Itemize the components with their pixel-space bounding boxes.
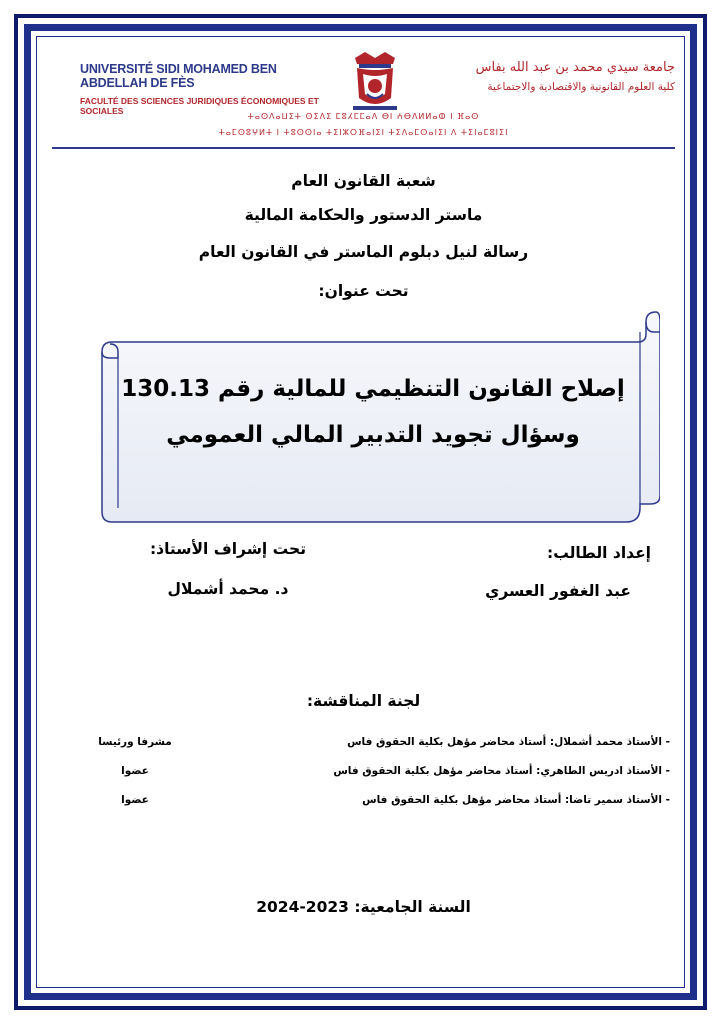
- tifinagh-line-2: ⵜⴰⵎⵙⵓⵖⵍⵜ ⵏ ⵜⵓⵙⵙⵏⴰ ⵜⵉⵏⵣⵔⴼⴰⵏⵉⵏ ⵜⵉⴷⴰⵎⵙⴰⵏⵉⵏ ⴷ ⵜⵉⵏⴰⵎⵓⵏⵉⵏ: [218, 128, 509, 137]
- thesis-line: رسالة لنيل دبلوم الماستر في القانون العام: [198, 243, 529, 261]
- master-line: ماستر الدستور والحكامة المالية: [244, 206, 483, 224]
- tifinagh-line-1: ⵜⴰⵙⴷⴰⵡⵉⵜ ⵙⵉⴷⵉ ⵎⵓⵃⵎⵎⴰⴷ ⴱⵏ ⵄⴱⴷⵍⵍⴰⵀ ⵏ ⴼⴰⵙ: [247, 112, 480, 121]
- jury-member-desc: - الأستاذ سمير تاضا: أستاذ محاضر مؤهل بكلية الحقوق فاس: [362, 794, 670, 806]
- university-name-ar: جامعة سيدي محمد بن عبد الله بفاس: [475, 60, 675, 75]
- supervisor-label: تحت إشراف الأستاذ:: [149, 540, 307, 558]
- thesis-title-line-2: وسؤال تجويد التدبير المالي العمومي: [166, 422, 580, 448]
- supervisor-name: د. محمد أشملال: [167, 580, 289, 598]
- jury-member-role: مشرفا ورئيسا: [98, 736, 172, 748]
- jury-member: [80, 736, 670, 756]
- jury-member-desc: - الأستاذ ادريس الطاهري: أستاذ محاضر مؤهل بكلية الحقوق فاس: [333, 765, 670, 777]
- jury-member-desc: - الأستاذ محمد أشملال: أستاذ محاضر مؤهل بكلية الحقوق فاس: [347, 736, 670, 748]
- jury-member-role: عضوا: [121, 765, 149, 777]
- student-label: إعداد الطالب:: [547, 544, 651, 562]
- header-arabic: [415, 60, 675, 93]
- faculty-name-fr: FACULTÉ DES SCIENCES JURIDIQUES ÉCONOMIQUES ET SOCIALES: [80, 96, 319, 116]
- title-scroll-banner: [98, 308, 660, 526]
- jury-title: لجنة المناقشة:: [306, 692, 421, 710]
- student-name: عبد الغفور العسري: [485, 582, 631, 600]
- jury-member: [80, 765, 670, 785]
- header-french: [80, 62, 340, 116]
- university-logo: [347, 48, 403, 114]
- header-divider: [52, 147, 675, 149]
- thesis-title-line-1: إصلاح القانون التنظيمي للمالية رقم 130.13: [121, 376, 625, 402]
- university-name-fr: UNIVERSITÉ SIDI MOHAMED BEN ABDELLAH DE FÈS: [80, 62, 277, 90]
- jury-member-role: عضوا: [121, 794, 149, 806]
- jury-member: [80, 794, 670, 814]
- academic-year: السنة الجامعية: 2023-2024: [256, 898, 471, 916]
- faculty-name-ar: كلية العلوم القانونية والاقتصادية والاجتماعية: [487, 81, 675, 93]
- department-line: شعبة القانون العام: [291, 172, 436, 190]
- under-title-line: تحت عنوان:: [318, 282, 409, 300]
